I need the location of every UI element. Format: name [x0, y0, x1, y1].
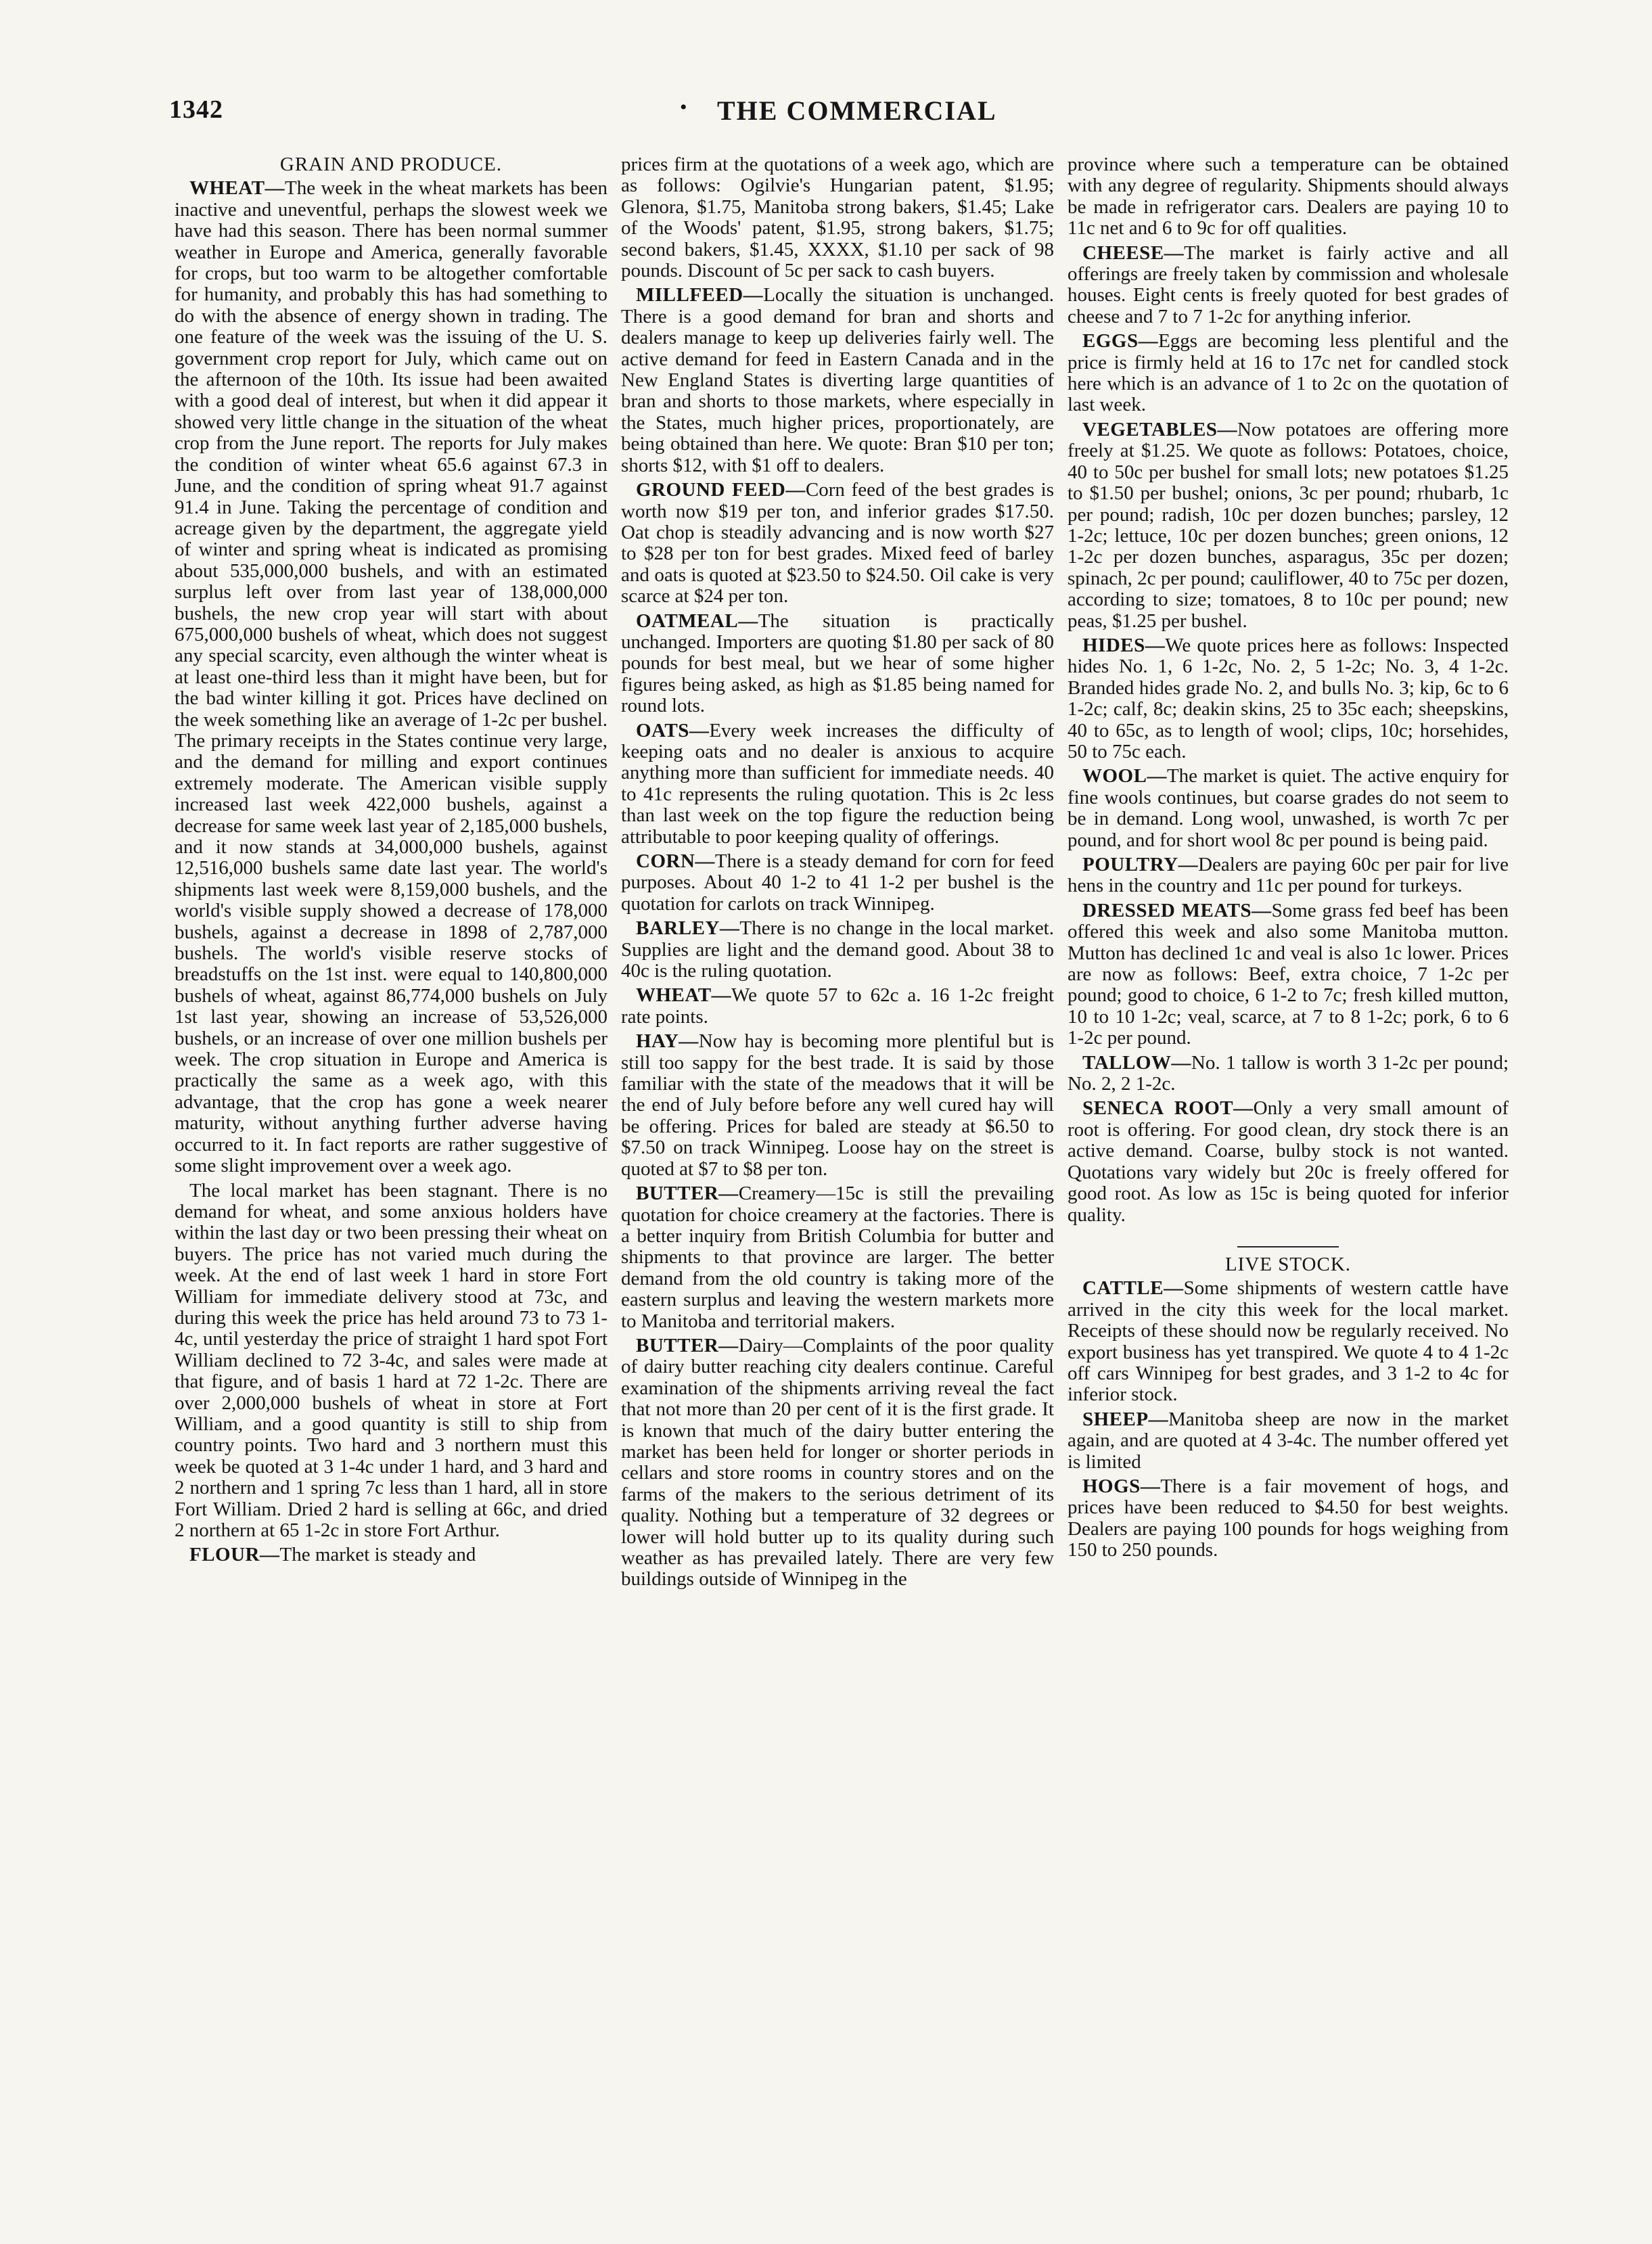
paragraph — [621, 154, 1054, 281]
paragraph-text: No. 1 tallow is worth 3 1-2c per pound; No. 2, 2 1-2c. — [1068, 1051, 1509, 1095]
header-ornament: • — [680, 96, 687, 118]
paragraph-text: Dealers are paying 60c per pair for live hens in the country and 11c per pound for turkeys. — [1068, 854, 1509, 897]
paragraph-text: The local market has been stagnant. There is no demand for wheat, and some anxious holders have within the last day or two been pressing their wheat on buyers. The price has not varied much during the week. At the end of last week 1 hard in store Fort William for immediate delivery stood at 73c, and during this week the price has held around 73 to 73 1-4c, until yesterday the price of straight 1 hard spot Fort William declined to 72 3-4c, and sales were made at that figure, and of basis 1 hard at 72 1-2c. There are over 2,000,000 bushels of wheat in store at Fort William, and a good quantity is still to ship from country points. Two hard and 3 northern must this week be quoted at 3 1-4c under 1 hard, and 3 hard and 2 northern and 1 spring 7c less than 1 hard, all in store Fort William. Dried 2 hard is selling at 66c, and dried 2 northern at 65 1-2c in store Fort Arthur. — [175, 1179, 607, 1541]
paragraph-keyword: EGGS— — [1082, 330, 1159, 352]
paragraph-text: Every week increases the difficulty of keeping oats and no dealer is anxious to acquire anything more than sufficient for immediate needs. 40 to 41c represents the ruling quotation. This is 2c less than last week on the top figure the reduction being attributable to poor keeping quality of offerings. — [621, 719, 1054, 848]
paragraph — [1068, 1053, 1509, 1095]
paragraph-keyword: HAY— — [636, 1030, 699, 1053]
paragraph — [621, 720, 1054, 848]
paragraph — [621, 285, 1054, 476]
paragraph-text: Eggs are becoming less plentiful and the price is firmly held at 16 to 17c net for candled stock here which is an advance of 1 to 2c on the quotation of last week. — [1068, 330, 1509, 416]
paragraph — [1068, 1409, 1509, 1473]
page-header — [169, 95, 1563, 142]
publication-title: THE COMMERCIAL — [717, 95, 997, 126]
column-3 — [1068, 154, 1509, 1565]
paragraph-text: Corn feed of the best grades is worth now $19 per ton, and inferior grades $17.50. Oat chop is steadily advancing and is now worth $27 to $28 per ton for best grades. Mixed feed of barley and oats is quoted at $23.50 to $24.50. Oil cake is very scarce at $24 per ton. — [621, 479, 1055, 608]
paragraph-keyword: HOGS— — [1082, 1475, 1161, 1497]
paragraph-keyword: FLOUR— — [189, 1544, 280, 1566]
paragraph-keyword: VEGETABLES— — [1082, 418, 1237, 440]
paragraph-keyword: OATMEAL— — [636, 610, 758, 632]
paragraph — [1068, 154, 1509, 239]
paragraph-text: Creamery—15c is still the prevailing quotation for choice creamery at the factories. There is a better inquiry from British Columbia for butter and shipments to that province are larger. The better demand from the old country is taking more of the eastern surplus and leaving the western markets more to Manitoba and territorial makers. — [621, 1183, 1054, 1332]
paragraph — [1068, 854, 1509, 897]
paragraph-text: There is a fair movement of hogs, and prices have been reduced to $4.50 for best weights. Dealers are paying 100 pounds for hogs weighing from 150 to 250 pounds. — [1068, 1475, 1509, 1561]
section-heading-live-stock: LIVE STOCK. — [1224, 1253, 1352, 1275]
paragraph — [1068, 243, 1509, 328]
paragraph — [175, 1181, 607, 1542]
paragraph — [621, 1335, 1054, 1590]
paragraph-keyword: TALLOW— — [1082, 1051, 1191, 1074]
paragraph — [1068, 766, 1509, 851]
paragraph-keyword: GROUND FEED— — [636, 479, 806, 501]
paragraph — [175, 178, 607, 1176]
paragraph-text: Locally the situation is unchanged. There is a good demand for bran and shorts and dealers manage to keep up deliveries fairly well. The active demand for feed in Eastern Canada and in the New England States is diverting large quantities of bran and shorts to those markets, where especially in the States, much higher prices, proportionately, are being obtained than here. We quote: Bran $10 per ton; shorts $12, with $1 off to dealers. — [621, 284, 1054, 476]
paragraph-text: The situation is practically unchanged. Importers are quoting $1.80 per sack of 80 pounds for best meal, but we hear of some higher figures being asked, as high as $1.85 being named for round lots. — [621, 610, 1054, 717]
paragraph-keyword: SHEEP— — [1082, 1408, 1169, 1430]
paragraph-keyword: CHEESE— — [1082, 242, 1185, 264]
paragraph-keyword: CORN— — [636, 850, 715, 872]
paragraph — [621, 985, 1054, 1028]
paragraph-text: There is a steady demand for corn for feed purposes. About 40 1-2 to 41 1-2 per bushel is the quotation for carlots on track Winnipeg. — [621, 850, 1054, 915]
paragraph — [621, 1031, 1054, 1180]
paragraph — [621, 480, 1054, 607]
paragraph-keyword: BARLEY— — [636, 917, 740, 940]
paragraph-text: Some grass fed beef has been offered this week and also some Manitoba mutton. Mutton has declined 1c and veal is also 1c lower. Prices are now as follows: Beef, extra choice, 7 1-2c per pound; good to choice, 6 1-2 to 7c; fresh killed mutton, 10 to 10 1-2c; veal, scarce, at 7 to 8 1-2c; pork, 6 to 6 1-2c per pound. — [1068, 899, 1509, 1049]
section-divider — [1237, 1246, 1339, 1247]
paragraph-keyword: OATS— — [636, 719, 710, 741]
paragraph — [1068, 1278, 1509, 1405]
paragraph-text: Some shipments of western cattle have arrived in the city this week for the local market. Receipts of these should now be regularly received. No export business has yet transpired. We quote 4 to 4 1-2c off cars Winnipeg for best grades, and 3 1-2 to 4c for inferior stock. — [1068, 1277, 1509, 1406]
paragraph-keyword: SENECA ROOT— — [1082, 1097, 1254, 1120]
paragraph-text: Only a very small amount of root is offering. For good clean, dry stock there is an active demand. Coarse, bulby stock is not wanted. Quotations vary widely but 20c is freely offered for good root. As low as 15c is being quoted for inferior quality. — [1068, 1097, 1509, 1226]
paragraph-text: The week in the wheat markets has been inactive and uneventful, perhaps the slowest week we have had this season. There has been normal summer weather in Europe and America, generally favorable for crops, but too warm to be altogether comfortable for humanity, and probably this has had something to do with the absence of energy shown in trading. The one feature of the week was the issuing of the U. S. government crop report for July, which came out on the afternoon of the 10th. Its issue had been awaited with a good deal of interest, but when it did appear it showed very little change in the situation of the wheat crop from the June report. The reports for July makes the condition of winter wheat 65.6 against 67.3 in June, and the condition of spring wheat 91.7 against 91.4 in June. Taking the percentage of condition and acreage given by the department, the aggregate yield of winter and spring wheat is indicated as promising about 535,000,000 bushels, and with an estimated surplus left over from last year of 138,000,000 bushels, the new crop year will start with about 675,000,000 bushels of wheat, which does not suggest any special scarcity, even although the winter wheat is at least one-third less than it might have been, but for the bad winter killing it got. Prices have declined on the week something like an average of 1-2c per bushel. The primary receipts in the States continue very large, and the demand for milling and export continues extremely moderate. The American visible supply increased last week 422,000 bushels, against a decrease for same week last year of 2,185,000 bushels, and it now stands at 34,000,000 bushels, against 12,516,000 bushels same date last year. The world's shipments last week were 8,159,000 bushels, and the world's visible supply showed a decrease of 178,000 bushels, against a decrease in 1898 of 2,787,000 bushels. The world's visible reserve stocks of breadstuffs on the 1st inst. were equal to 140,800,000 bushels of wheat, against 86,774,000 bushels on July 1st last year, showing an increase of 53,526,000 bushels, or an increase of over one million bushels per week. The crop situation in Europe and America is practically the same as a week ago, with this advantage, that the crop has gone a week nearer maturity, without anything further adverse having occurred to it. In fact reports are rather suggestive of some slight improvement over a week ago. — [175, 177, 607, 1177]
paragraph-keyword: HIDES— — [1082, 634, 1166, 656]
paragraph-text: We quote 57 to 62c a. 16 1-2c freight rate points. — [621, 984, 1054, 1028]
paragraph-keyword: WOOL— — [1082, 765, 1167, 787]
paragraph-text: province where such a temperature can be obtained with any degree of regularity. Shipments should always be made in refrigerator cars. Dealers are paying 10 to 11c net and 6 to 9c for off qualities. — [1068, 154, 1509, 239]
paragraph-text: The market is fairly active and all offerings are freely taken by commission and wholesale houses. Eight cents is freely quoted for best grades of cheese and 7 to 7 1-2c for anything inferior. — [1068, 242, 1509, 327]
paragraph-keyword: DRESSED MEATS— — [1082, 899, 1272, 921]
paragraph — [621, 611, 1054, 717]
column-1 — [175, 154, 607, 1570]
paragraph — [621, 1183, 1054, 1332]
paragraph — [621, 851, 1054, 915]
paragraph-keyword: BUTTER— — [636, 1183, 739, 1205]
paragraph-keyword: CATTLE— — [1082, 1277, 1184, 1300]
paragraph-text: The market is quiet. The active enquiry for fine wools continues, but coarse grades do not seem to be in demand. Long wool, unwashed, is worth 7c per pound, and for short wool 8c per pound is being paid. — [1068, 765, 1509, 851]
paragraph-text: The market is steady and — [279, 1544, 476, 1566]
paragraph-keyword: BUTTER— — [636, 1334, 739, 1356]
paragraph-text: There is no change in the local market. Supplies are light and the demand good. About 38 to 40c is the ruling quotation. — [621, 917, 1054, 982]
paragraph — [1068, 635, 1509, 762]
paragraph-text: Now potatoes are offering more freely at $1.25. We quote as follows: Potatoes, choice, 40 to 50c per bushel for small lots; new potatoes $1.25 to $1.50 per bushel; onions, 3c per pound; rhubarb, 1c per pound; radish, 10c per dozen bunches; parsley, 12 1-2c; lettuce, 10c per dozen bunches; green onions, 12 1-2c per dozen bunches, asparagus, 35c per dozen; spinach, 2c per pound; cauliflower, 40 to 75c per dozen, according to size; tomatoes, 8 to 10c per pound; new peas, $1.25 per bushel. — [1068, 418, 1509, 632]
paragraph-keyword: WHEAT— — [189, 177, 285, 200]
section-heading-grain: GRAIN AND PRODUCE. — [279, 154, 503, 175]
paragraph-text: Now hay is becoming more plentiful but is still too sappy for the best trade. It is said by those familiar with the state of the meadows that it will be the end of July before before any well cured hay will be offering. Prices for baled are steady at $6.50 to $7.50 on track Winnipeg. Loose hay on the street is quoted at $7 to $8 per ton. — [621, 1030, 1054, 1180]
paragraph — [1068, 900, 1509, 1049]
paragraph — [1068, 331, 1509, 416]
paragraph-text: Manitoba sheep are now in the market again, and are quoted at 4 3-4c. The number offered yet is limited — [1068, 1408, 1509, 1473]
paragraph-text: Dairy—Complaints of the poor quality of dairy butter reaching city dealers continue. Careful examination of the shipments arriving reveal the fact that not more than 20 per cent of it is the first grade. It is known that much of the dairy butter entering the market has been held for longer or shorter periods in cellars and store rooms in country stores and on the farms of the makers to the serious detriment of its quality. Nothing but a temperature of 32 degrees or lower will hold butter up to its quality during such weather as has prevailed lately. There are very few buildings outside of Winnipeg in the — [621, 1334, 1054, 1590]
column-2 — [621, 154, 1054, 1594]
paragraph-keyword: MILLFEED— — [636, 284, 764, 306]
paragraph — [1068, 1098, 1509, 1225]
paragraph — [1068, 419, 1509, 632]
paragraph-text: prices firm at the quotations of a week ago, which are as follows: Ogilvie's Hungarian patent, $1.95; Glenora, $1.75, Manitoba strong bakers, $1.45; Lake of the Woods' patent, $1.95, strong bakers, $1.75; second bakers, $1.45, XXXX, $1.10 per sack of 98 pounds. Discount of 5c per sack to cash buyers. — [621, 154, 1054, 282]
paragraph — [175, 1544, 607, 1565]
paragraph-keyword: POULTRY— — [1082, 854, 1199, 875]
paragraph-keyword: WHEAT— — [636, 984, 732, 1007]
page-number: 1342 — [169, 95, 223, 124]
paragraph — [1068, 1476, 1509, 1561]
paragraph — [621, 918, 1054, 982]
paragraph-text: We quote prices here as follows: Inspected hides No. 1, 6 1-2c, No. 2, 5 1-2c; No. 3, 4 1-2c. Branded hides grade No. 2, and bulls No. 3; kip, 6c to 6 1-2c; calf, 8c; deakin skins, 25 to 35c each; sheepskins, 40 to 65c, as to length of wool; clips, 10c; horsehides, 50 to 75c each. — [1068, 634, 1509, 762]
